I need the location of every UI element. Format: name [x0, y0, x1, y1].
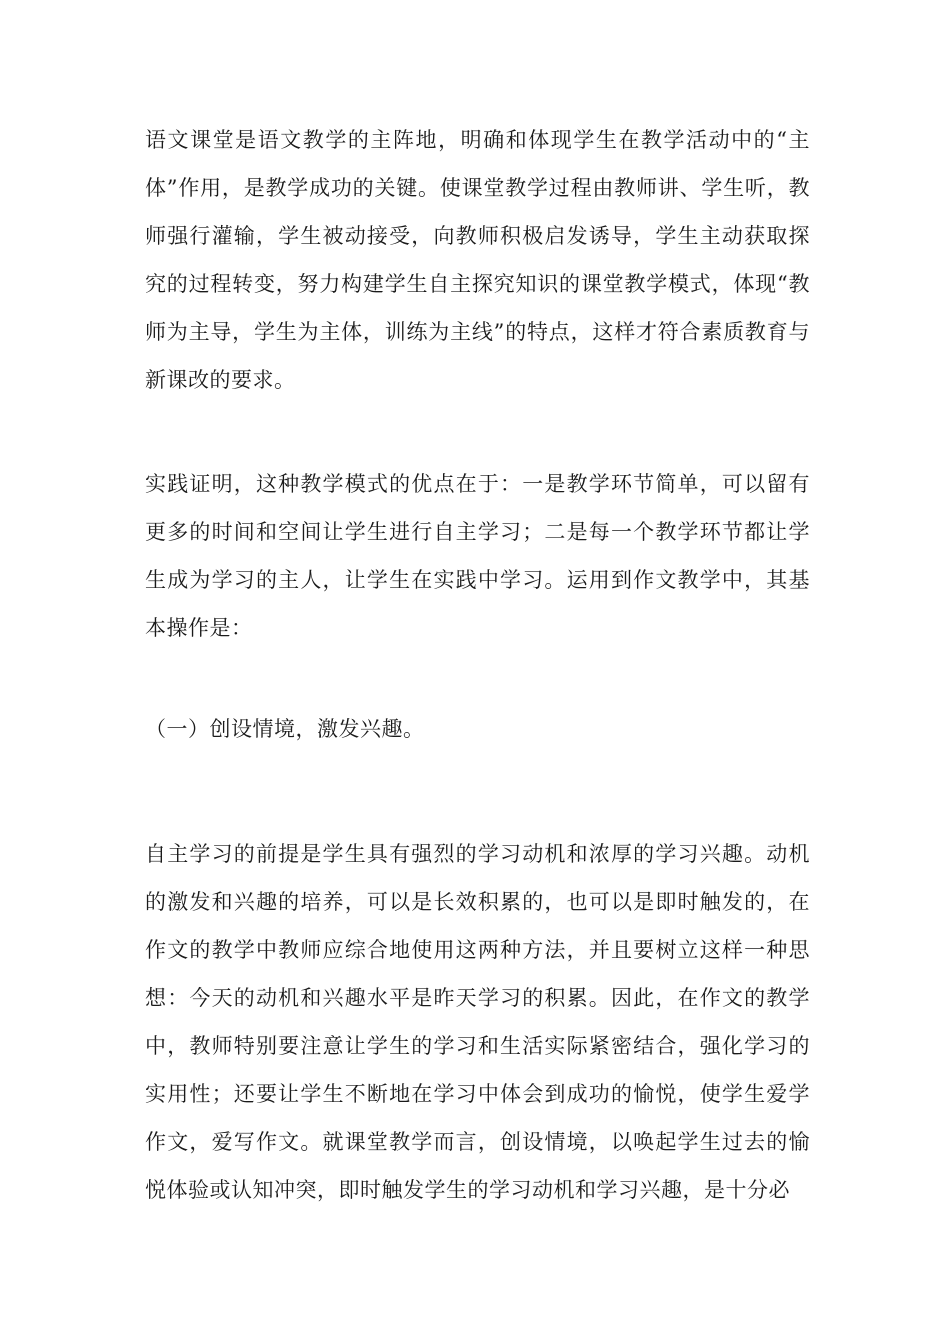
paragraph-practice: 实践证明，这种教学模式的优点在于：一是教学环节简单，可以留有更多的时间和空间让学生进行自主学习；二是每一个教学环节都让学生成为学习的主人，让学生在实践中学习。运用到作文教学中，其基本操作是：: [145, 472, 810, 640]
section-heading-1: （一）创设情境，激发兴趣。: [145, 717, 425, 741]
paragraph-autonomous-learning: 自主学习的前提是学生具有强烈的学习动机和浓厚的学习兴趣。动机的激发和兴趣的培养，可以是长效积累的，也可以是即时触发的，在作文的教学中教师应综合地使用这两种方法，并且要树立这样一种思想：今天的动机和兴趣水平是昨天学习的积累。因此，在作文的教学中，教师特别要注意让学生的学习和生活实际紧密结合，强化学习的实用性；还要让学生不断地在学习中体会到成功的愉悦，使学生爱学作文，爱写作文。就课堂教学而言，创设情境，以唤起学生过去的愉悦体验或认知冲突，即时触发学生的学习动机和学习兴趣，是十分必: [145, 842, 810, 1202]
paragraph-intro: 语文课堂是语文教学的主阵地，明确和体现学生在教学活动中的“主体”作用，是教学成功的关键。使课堂教学过程由教师讲、学生听，教师强行灌输，学生被动接受，向教师积极启发诱导，学生主动获取探究的过程转变，努力构建学生自主探究知识的课堂教学模式，体现“教师为主导，学生为主体，训练为主线”的特点，这样才符合素质教育与新课改的要求。: [145, 128, 810, 392]
